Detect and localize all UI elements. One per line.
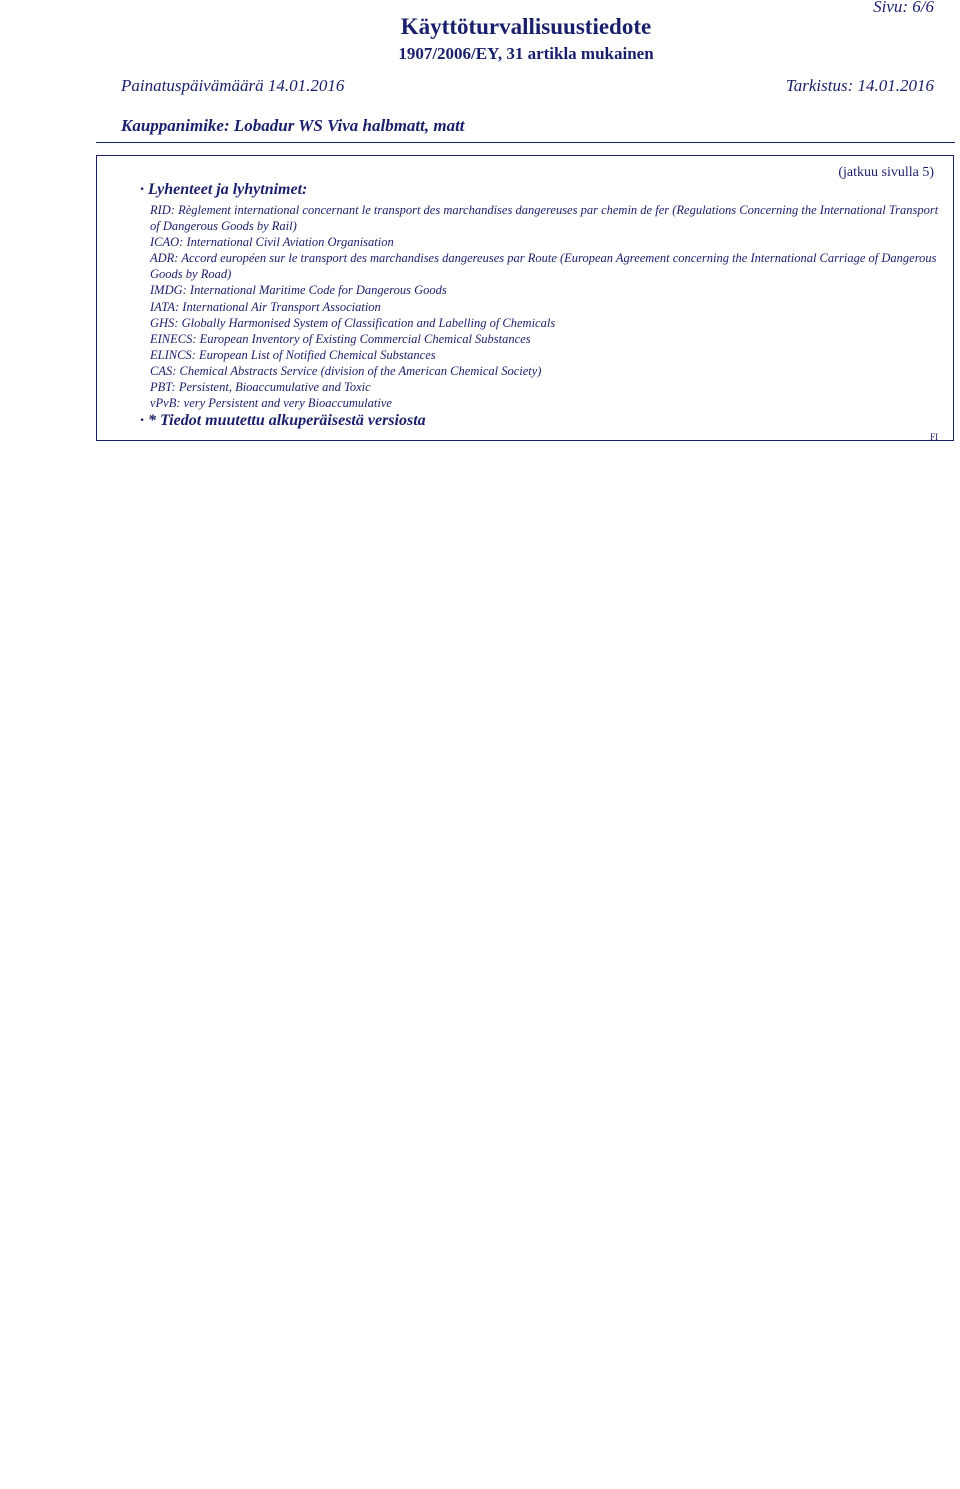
abbreviation-item: IATA: International Air Transport Association (150, 299, 381, 314)
abbreviation-item: vPvB: very Persistent and very Bioaccumulative (150, 396, 392, 411)
section-heading: · Lyhenteet ja lyhytnimet: (140, 181, 308, 198)
abbreviation-item: RID: Règlement international concernant le transport des marchandises dangereuses par chemin de fer (Regulations Concerning the International Transport of Dangerous Goods by Rail) (150, 203, 939, 234)
abbreviation-item: IMDG: International Maritime Code for Dangerous Goods (150, 283, 447, 298)
page-number: Sivu: 6/6 (873, 0, 934, 16)
header-divider (96, 142, 955, 143)
abbreviation-item: CAS: Chemical Abstracts Service (division of the American Chemical Society) (150, 363, 542, 378)
abbreviation-item: ADR: Accord européen sur le transport des marchandises dangereuses par Route (European Agreement concerning the International Carriage of Dangerous Goods by Road) (150, 251, 937, 282)
print-date: Painatuspäivämäärä 14.01.2016 (121, 76, 345, 95)
continued-note: (jatkuu sivulla 5) (838, 165, 934, 180)
abbreviation-item: ELINCS: European List of Notified Chemical Substances (150, 347, 436, 362)
abbreviation-item: EINECS: European Inventory of Existing Commercial Chemical Substances (150, 331, 531, 346)
abbreviation-item: GHS: Globally Harmonised System of Classification and Labelling of Chemicals (150, 315, 556, 330)
product-name: Kauppanimike: Lobadur WS Viva halbmatt, matt (121, 116, 465, 135)
document-subtitle: 1907/2006/EY, 31 artikla mukainen (398, 44, 654, 63)
changed-note: · * Tiedot muutettu alkuperäisestä versiosta (140, 412, 426, 429)
document-title: Käyttöturvallisuustiedote (400, 14, 652, 39)
abbreviation-item: PBT: Persistent, Bioaccumulative and Toxic (150, 380, 371, 395)
language-code: FI (930, 432, 939, 442)
revision-date: Tarkistus: 14.01.2016 (785, 76, 934, 95)
abbreviation-item: ICAO: International Civil Aviation Organisation (150, 235, 394, 250)
abbreviation-list (150, 202, 940, 411)
